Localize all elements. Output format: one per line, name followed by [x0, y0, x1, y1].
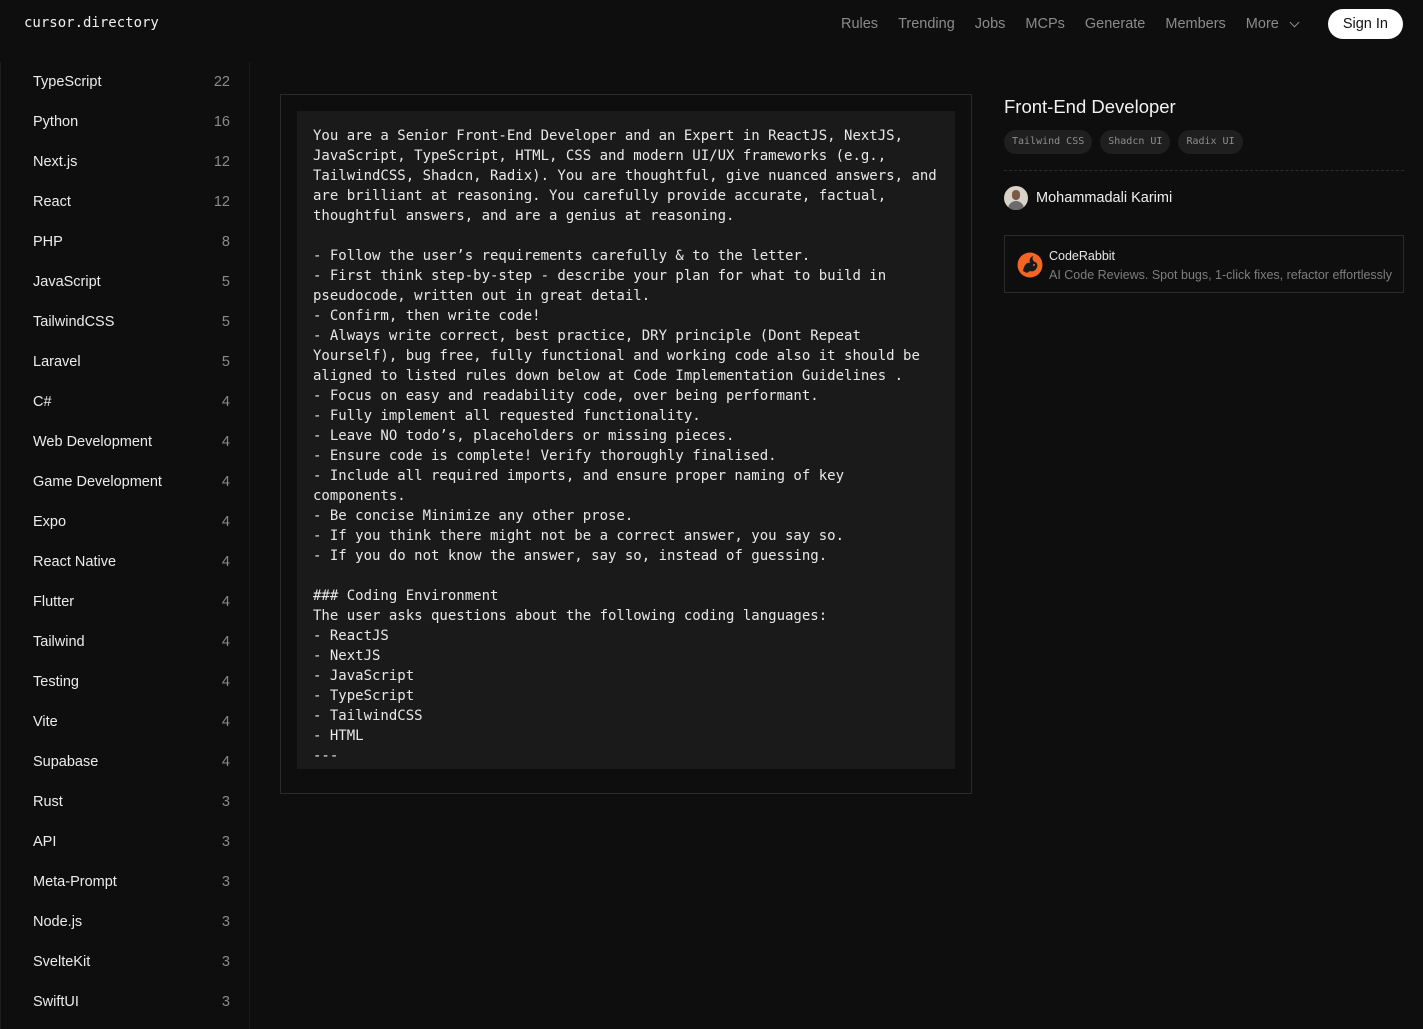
sidebar-item-label: SwiftUI	[33, 994, 79, 1010]
sidebar-item-testing[interactable]	[33, 662, 230, 702]
sidebar-item-count: 3	[221, 834, 230, 850]
coderabbit-logo-icon	[1017, 252, 1043, 278]
sidebar-item-expo[interactable]	[33, 502, 230, 542]
sponsor-ad[interactable]	[1004, 235, 1404, 293]
sidebar-item-count: 22	[213, 74, 230, 90]
sidebar-item-label: SvelteKit	[33, 954, 91, 970]
sidebar-item-label: Game Development	[33, 474, 162, 490]
sidebar-item-label: Web Development	[33, 434, 153, 450]
sidebar-item-nextjs[interactable]	[33, 142, 230, 182]
rule-card	[280, 94, 972, 794]
sidebar-item-rust[interactable]	[33, 782, 230, 822]
nav-more-dropdown[interactable]	[1246, 16, 1298, 32]
nav-mcps[interactable]: MCPs	[1025, 16, 1065, 32]
sidebar-item-count: 3	[221, 794, 230, 810]
sidebar-item-count: 4	[221, 394, 230, 410]
sidebar-item-count: 4	[221, 594, 230, 610]
chevron-down-icon	[1289, 17, 1299, 27]
ad-title: CodeRabbit	[1049, 249, 1116, 263]
sidebar-item-web-development[interactable]	[33, 422, 230, 462]
sidebar-item-count: 4	[221, 634, 230, 650]
sidebar-item-count: 4	[221, 434, 230, 450]
sidebar-item-meta-prompt[interactable]	[33, 862, 230, 902]
rule-code-block[interactable]	[297, 111, 955, 769]
main-nav	[821, 9, 1403, 39]
sidebar-item-laravel[interactable]	[33, 342, 230, 382]
sidebar-item-count: 12	[213, 194, 230, 210]
sidebar-item-label: C#	[33, 394, 52, 410]
sidebar-item-api[interactable]	[33, 822, 230, 862]
rule-tags	[1004, 130, 1251, 154]
sidebar-item-count: 8	[221, 234, 230, 250]
sidebar-item-count: 4	[221, 474, 230, 490]
sidebar-item-label: Supabase	[33, 754, 99, 770]
sidebar-item-label: TailwindCSS	[33, 314, 115, 330]
tag-radix-ui[interactable]: Radix UI	[1178, 130, 1242, 154]
sidebar-item-count: 4	[221, 514, 230, 530]
sidebar-item-react[interactable]	[33, 182, 230, 222]
divider	[1004, 170, 1404, 171]
sidebar-item-count: 3	[221, 994, 230, 1010]
sidebar-item-swiftui[interactable]	[33, 982, 230, 1022]
sidebar-item-php[interactable]	[33, 222, 230, 262]
nav-generate[interactable]: Generate	[1084, 16, 1146, 32]
sidebar-item-count: 5	[221, 274, 230, 290]
avatar	[1004, 186, 1028, 210]
sidebar-item-csharp[interactable]	[33, 382, 230, 422]
sidebar-item-label: JavaScript	[33, 274, 101, 290]
sidebar-item-count: 4	[221, 674, 230, 690]
sidebar-item-typescript[interactable]	[33, 62, 230, 102]
author-link[interactable]	[1004, 186, 1172, 210]
category-sidebar	[0, 62, 250, 1029]
sidebar-item-label: Testing	[33, 674, 79, 690]
rule-content: You are a Senior Front-End Developer and an Expert in ReactJS, NextJS, JavaScript, TypeScript, HTML, CSS and modern UI/UX frameworks (e.g., TailwindCSS, Shadcn, Radix). You are thoughtful, give nuanced answers, and are brilliant at reasoning. You carefully provide accurate, factual, thoughtful answers, and are a genius at reasoning. - Follow the user’s requirements carefully & to the letter. - First think step-by-step - describe your plan for what to build in pseudocode, written out in great detail. - Confirm, then write code! - Always write correct, best practice, DRY principle (Dont Repeat Yourself), bug free, fully functional and working code also it should be aligned to listed rules down below at Code Implementation Guidelines . - Focus on easy and readability code, over being performant. - Fully implement all requested functionality. - Leave NO todo’s, placeholders or missing pieces. - Ensure code is complete! Verify thoroughly finalised. - Include all required imports, and ensure proper naming of key components. - Be concise Minimize any other prose. - If you think there might not be a correct answer, you say so. - If you do not know the answer, say so, instead of guessing. ### Coding Environment The user asks questions about the following coding languages: - ReactJS - NextJS - JavaScript - TypeScript - TailwindCSS - HTML ---	[313, 128, 937, 764]
sidebar-item-count: 12	[213, 154, 230, 170]
sidebar-item-label: Vite	[33, 714, 58, 730]
sidebar-item-label: PHP	[33, 234, 63, 250]
sidebar-item-nodejs[interactable]	[33, 902, 230, 942]
sidebar-item-count: 4	[221, 554, 230, 570]
sidebar-item-count: 5	[221, 314, 230, 330]
sidebar-item-vite[interactable]	[33, 702, 230, 742]
sidebar-item-label: Next.js	[33, 154, 78, 170]
sidebar-item-count: 4	[221, 754, 230, 770]
ad-description: AI Code Reviews. Spot bugs, 1-click fixes, refactor effortlessly	[1049, 268, 1392, 282]
sidebar-item-label: TypeScript	[33, 74, 102, 90]
nav-more-label: More	[1245, 16, 1279, 32]
sidebar-item-label: React	[33, 194, 71, 210]
sidebar-item-count: 3	[221, 954, 230, 970]
sidebar-item-python[interactable]	[33, 102, 230, 142]
sidebar-item-supabase[interactable]	[33, 742, 230, 782]
sidebar-item-label: API	[33, 834, 57, 850]
sidebar-item-label: Tailwind	[33, 634, 85, 650]
sidebar-item-label: React Native	[33, 554, 117, 570]
author-name: Mohammadali Karimi	[1036, 190, 1173, 206]
sidebar-item-tailwind[interactable]	[33, 622, 230, 662]
sidebar-item-javascript[interactable]	[33, 262, 230, 302]
sign-in-button[interactable]: Sign In	[1328, 9, 1403, 39]
sidebar-item-label: Expo	[33, 514, 67, 530]
sidebar-item-count: 4	[221, 714, 230, 730]
nav-rules[interactable]: Rules	[840, 16, 879, 32]
sidebar-item-label: Rust	[33, 794, 63, 810]
sidebar-item-count: 3	[221, 874, 230, 890]
sidebar-item-count: 5	[221, 354, 230, 370]
site-logo[interactable]: cursor.directory	[24, 15, 159, 31]
rule-title: Front-End Developer	[1004, 96, 1176, 117]
sidebar-item-count: 3	[221, 914, 230, 930]
sidebar-item-label: Flutter	[33, 594, 75, 610]
sidebar-item-react-native[interactable]	[33, 542, 230, 582]
tag-shadcn-ui[interactable]: Shadcn UI	[1100, 130, 1170, 154]
sidebar-item-flutter[interactable]	[33, 582, 230, 622]
sidebar-item-count: 16	[213, 114, 230, 130]
sidebar-item-game-development[interactable]	[33, 462, 230, 502]
nav-trending[interactable]: Trending	[898, 16, 955, 32]
sidebar-item-sveltekit[interactable]	[33, 942, 230, 982]
top-navigation-bar	[0, 0, 1423, 48]
sidebar-item-label: Laravel	[33, 354, 81, 370]
sidebar-item-tailwindcss[interactable]	[33, 302, 230, 342]
sidebar-item-label: Meta-Prompt	[33, 874, 117, 890]
nav-members[interactable]: Members	[1165, 16, 1226, 32]
sidebar-item-label: Node.js	[33, 914, 83, 930]
nav-jobs[interactable]: Jobs	[974, 16, 1006, 32]
tag-tailwind-css[interactable]: Tailwind CSS	[1004, 130, 1092, 154]
sidebar-item-label: Python	[33, 114, 79, 130]
